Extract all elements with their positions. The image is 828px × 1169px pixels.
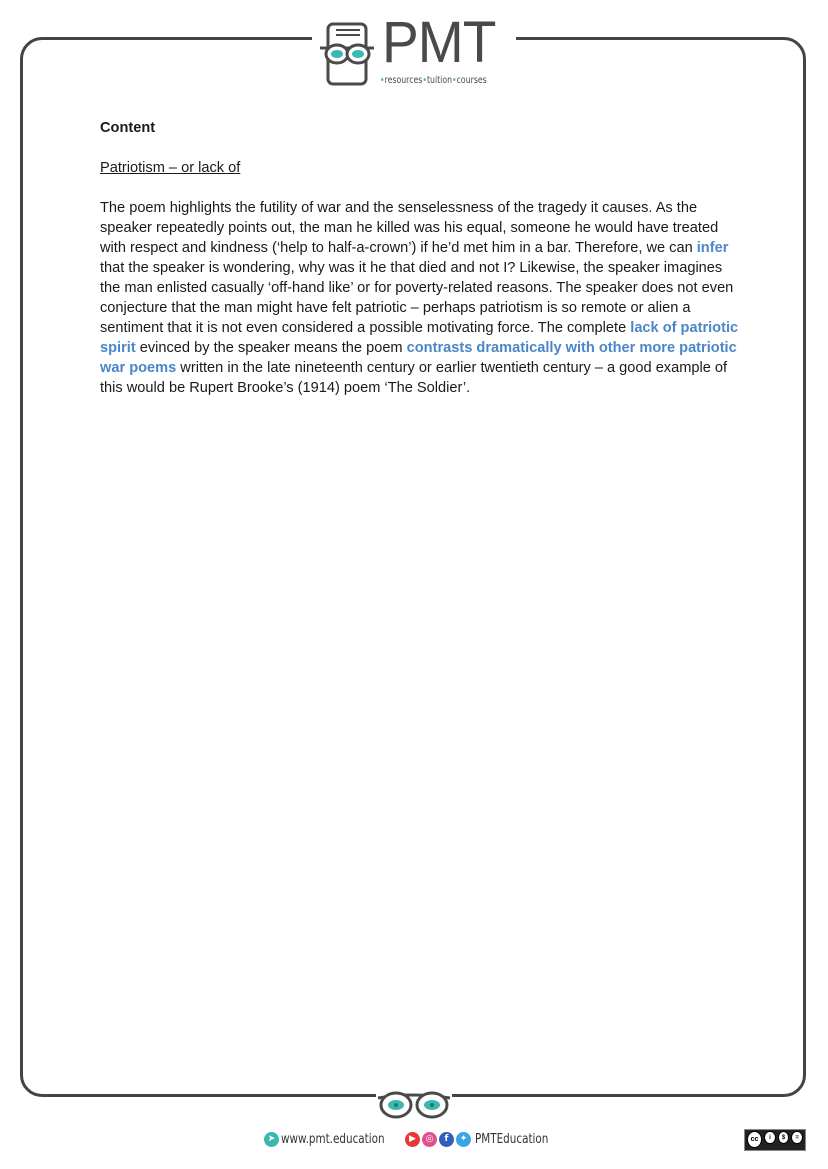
social-handle[interactable]: PMTEducation bbox=[475, 1131, 549, 1147]
nc-icon: $ bbox=[778, 1131, 790, 1144]
section-heading: Content bbox=[100, 120, 156, 136]
footer-glasses-icon bbox=[376, 1088, 452, 1122]
highlighted-term: contrasts dramatically with other more patriotic war poems bbox=[100, 340, 737, 376]
cursor-icon: ➤ bbox=[264, 1132, 279, 1147]
text-run: written in the late nineteenth century or earlier twentieth century – a good example of this would be Rupert Brooke’s (1914) poem ‘The Soldier’. bbox=[100, 360, 728, 396]
logo-tagline: •resources•tuition•courses bbox=[380, 75, 487, 86]
logo-text: PMT bbox=[382, 10, 496, 75]
facebook-icon[interactable]: f bbox=[439, 1132, 454, 1147]
by-icon: i bbox=[764, 1131, 776, 1144]
youtube-icon[interactable]: ▶ bbox=[405, 1132, 420, 1147]
book-glasses-icon bbox=[312, 18, 382, 90]
cc-icon: cc bbox=[747, 1131, 762, 1148]
body-paragraph bbox=[100, 198, 740, 398]
text-run: The poem highlights the futility of war and the senselessness of the tragedy it causes. As the speaker repeatedly points out, the man he killed was his equal, someone he would have treated with respect and kindness (‘help to half-a-crown’) if he’d met him in a bar. Therefore, we can bbox=[100, 200, 719, 256]
document-body bbox=[100, 118, 740, 398]
website-link[interactable]: www.pmt.education bbox=[281, 1131, 385, 1147]
pmt-logo bbox=[312, 10, 516, 90]
creative-commons-badge bbox=[744, 1129, 806, 1151]
text-run: that the speaker is wondering, why was it he that died and not I? Likewise, the speaker imagines the man enlisted casually ‘off-hand like’ or for poverty-related reasons. The speaker does not even conjecture that the man might have felt patriotic – perhaps patriotism is so remote or alien a sentiment that it is not even considered a possible motivating force. The complete bbox=[100, 260, 734, 336]
highlighted-term: infer bbox=[696, 240, 729, 256]
instagram-icon[interactable]: ◎ bbox=[422, 1132, 437, 1147]
footer-links bbox=[264, 1128, 567, 1150]
twitter-icon[interactable]: ✦ bbox=[456, 1132, 471, 1147]
text-run: evinced by the speaker means the poem bbox=[135, 340, 407, 356]
highlighted-term: lack of patriotic spirit bbox=[100, 320, 739, 356]
nd-icon: = bbox=[791, 1131, 803, 1144]
section-subheading: Patriotism – or lack of bbox=[100, 160, 241, 176]
